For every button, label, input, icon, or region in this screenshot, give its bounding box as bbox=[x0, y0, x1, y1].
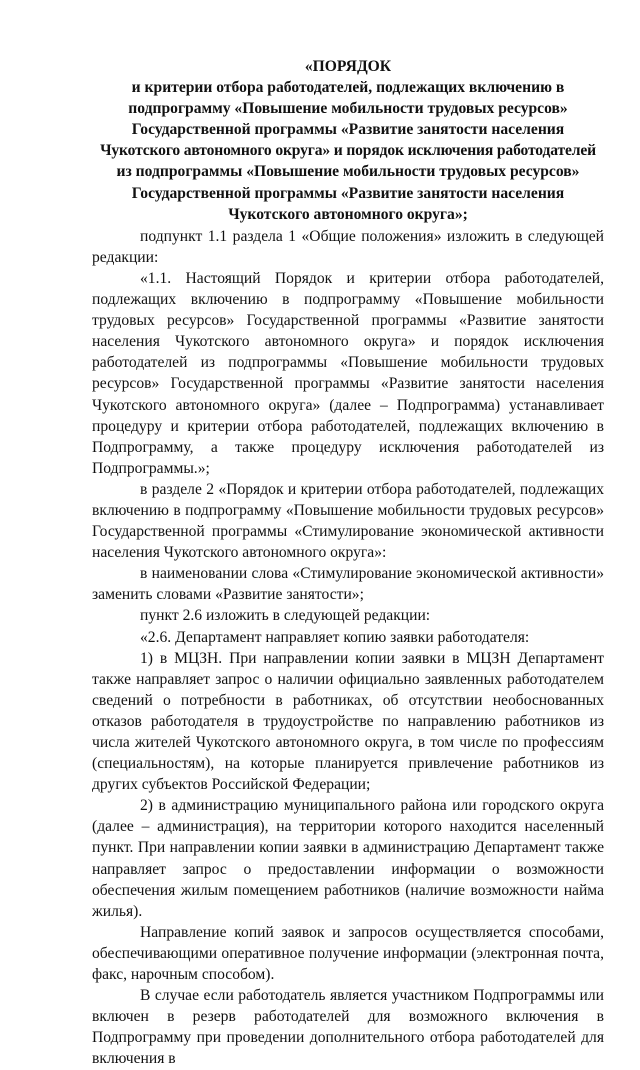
paragraph-sending-methods: Направление копий заявок и запросов осуществляется способами, обеспечивающими оперативное получение информации (электронная почта, факс, нарочным способом). bbox=[92, 923, 604, 984]
paragraph-item-2: 2) в администрацию муниципального района или городского округа (далее – администрация), на территории которого находится населенный пункт. При направлении копии заявки в администрацию Департамент также направляет запрос о предоставлении информации о возможности обеспечения жилым помещением работников (наличие возможности найма жилья). bbox=[92, 797, 604, 920]
title-line: из подпрограммы «Повышение мобильности трудовых ресурсов» bbox=[116, 163, 580, 181]
paragraph-clause-1-1-text: «1.1. Настоящий Порядок и критерии отбора работодателей, подлежащих включению в подпрограмму «Повышение мобильности трудовых ресурсов» Государственной программы «Развитие занятости населения Чукотского автономного округа» и порядок исключения работодателей из подпрограммы «Повышение мобильности трудовых ресурсов» Государственной программы «Развитие занятости населения Чукотского автономного округа» (далее – Подпрограмма) устанавливает процедуру и критерии отбора работодателей, подлежащих включению в Подпрограмму, а также процедуру исключения работодателей из Подпрограммы.»; bbox=[92, 269, 604, 477]
paragraph-clause-2-6: «2.6. Департамент направляет копию заявки работодателя: bbox=[140, 628, 530, 646]
title-line: и критерии отбора работодателей, подлежащих включению в bbox=[131, 79, 565, 97]
paragraph-clause-2-6-intro: пункт 2.6 изложить в следующей редакции: bbox=[140, 607, 431, 625]
title-line: Чукотского автономного округа» и порядок исключения работодателей bbox=[100, 142, 596, 160]
paragraph-subclause-1-1: подпункт 1.1 раздела 1 «Общие положения» изложить в следующей редакции: bbox=[92, 227, 604, 266]
title-line: «ПОРЯДОК bbox=[304, 58, 392, 75]
title-line: Государственной программы «Развитие занятости населения bbox=[131, 121, 565, 139]
paragraph-name-replacement: в наименовании слова «Стимулирование экономической активности» заменить словами «Развитие занятости»; bbox=[92, 565, 604, 604]
title-line: подпрограмму «Повышение мобильности трудовых ресурсов» bbox=[128, 100, 568, 118]
title-line: Государственной программы «Развитие занятости населения bbox=[131, 184, 565, 202]
title-line: Чукотского автономного округа»; bbox=[228, 205, 468, 223]
paragraph-reserve-case: В случае если работодатель является участником Подпрограммы или включен в резерв работодателей для возможного включения в Подпрограмму при проведении дополнительного отбора работодателей для включения в bbox=[92, 987, 604, 1068]
paragraph-section-2: в разделе 2 «Порядок и критерии отбора работодателей, подлежащих включению в подпрограмму «Повышение мобильности трудовых ресурсов» Государственной программы «Стимулирование экономической активности населения Чукотского автономного округа»: bbox=[92, 480, 604, 562]
document-title bbox=[92, 56, 604, 225]
paragraph-item-1: 1) в МЦЗН. При направлении копии заявки в МЦЗН Департамент также направляет запрос о наличии официально заявленных работодателем сведений о потребности в работниках, об отсутствии необоснованных отказов работодателя в трудоустройстве по направлению работников из числа жителей Чукотского автономного округа, в том числе по профессиям (специальностям), на которые планируется привлечение работников из других субъектов Российской Федерации; bbox=[92, 649, 604, 794]
document-page bbox=[92, 56, 604, 1070]
